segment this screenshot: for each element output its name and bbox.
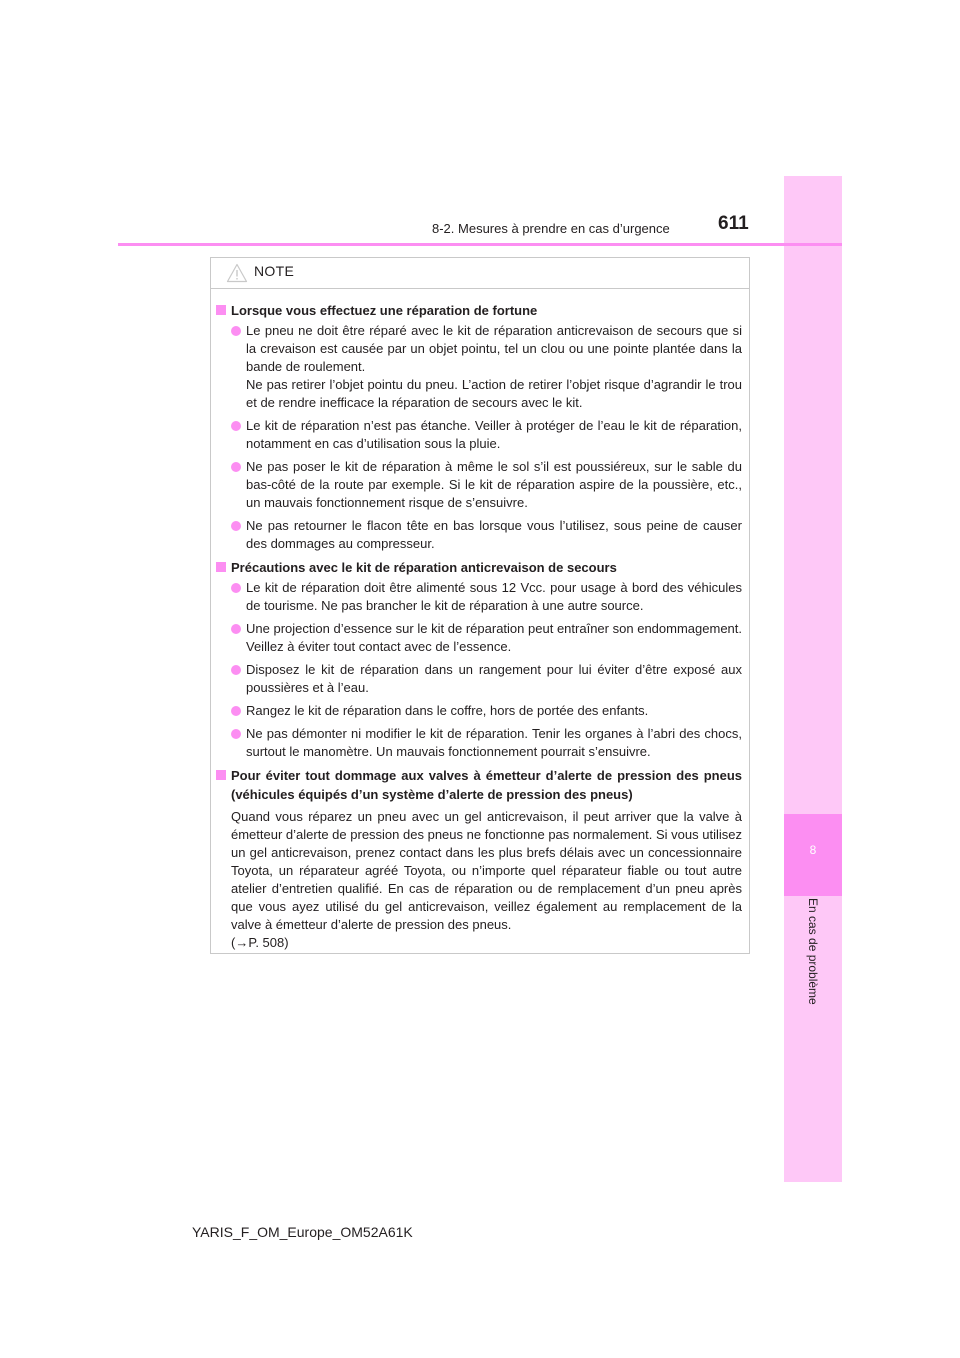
list-item-text: Le pneu ne doit être réparé avec le kit de réparation anticrevaison de secours que si la crevaison est causée par un objet pointu, tel un clou ou une pointe plantée dans la bande de roulement. xyxy=(246,323,742,374)
section-heading-text: Lorsque vous effectuez une réparation de fortune xyxy=(231,303,538,318)
list-item-text: Le kit de réparation n’est pas étanche. Veiller à protéger de l’eau le kit de réparation, notamment en cas d’utilisation sous la pluie. xyxy=(246,418,742,451)
circle-bullet-icon xyxy=(231,729,241,739)
list-item xyxy=(216,579,742,615)
section-heading xyxy=(216,301,742,320)
circle-bullet-icon xyxy=(231,583,241,593)
circle-bullet-icon xyxy=(231,326,241,336)
square-bullet-icon xyxy=(216,770,226,780)
section-heading xyxy=(216,558,742,577)
list-item-text: Ne pas retourner le flacon tête en bas lorsque vous l’utilisez, sous peine de causer des dommages au compresseur. xyxy=(246,518,742,551)
list-item xyxy=(216,725,742,761)
chapter-number: 8 xyxy=(809,843,817,857)
list-item-text: Disposez le kit de réparation dans un rangement pour lui éviter d’être exposé aux poussières et à l’eau. xyxy=(246,662,742,695)
square-bullet-icon xyxy=(216,305,226,315)
chapter-tab-marker xyxy=(784,814,842,896)
list-item xyxy=(216,620,742,656)
chapter-label: En cas de problème xyxy=(806,898,820,1005)
note-header xyxy=(211,258,749,289)
circle-bullet-icon xyxy=(231,421,241,431)
list-item-text: Ne pas démonter ni modifier le kit de réparation. Tenir les organes à l’abri des chocs, surtout le manomètre. Un mauvais fonctionnement pourrait s’ensuivre. xyxy=(246,726,742,759)
page-number: 611 xyxy=(718,213,749,234)
circle-bullet-icon xyxy=(231,462,241,472)
page-reference: (→P. 508) xyxy=(231,935,289,950)
document-footer: YARIS_F_OM_Europe_OM52A61K xyxy=(192,1224,413,1240)
list-item xyxy=(216,661,742,697)
section-title: 8-2. Mesures à prendre en cas d’urgence xyxy=(432,221,670,236)
section-heading-text: Précautions avec le kit de réparation anticrevaison de secours xyxy=(231,560,617,575)
warning-triangle-icon xyxy=(226,263,248,288)
circle-bullet-icon xyxy=(231,706,241,716)
list-item-text: Rangez le kit de réparation dans le coffre, hors de portée des enfants. xyxy=(246,703,649,718)
square-bullet-icon xyxy=(216,562,226,572)
list-item xyxy=(216,458,742,512)
note-body xyxy=(211,289,749,952)
list-item xyxy=(216,417,742,453)
circle-bullet-icon xyxy=(231,665,241,675)
list-item-text: Une projection d’essence sur le kit de réparation peut entraîner son endommagement. Veillez à éviter tout contact avec de l’essence. xyxy=(246,621,742,654)
paragraph xyxy=(216,808,742,952)
list-item-text: Le kit de réparation doit être alimenté sous 12 Vcc. pour usage à bord des véhicules de tourisme. Ne pas brancher le kit de réparation à une autre source. xyxy=(246,580,742,613)
section-heading-text: Pour éviter tout dommage aux valves à émetteur d’alerte de pression des pneus (véhicules équipés d’un système d’alerte de pression des pneus) xyxy=(231,768,742,802)
chapter-side-tab xyxy=(784,176,842,1182)
note-box xyxy=(210,257,750,954)
list-item-text: Ne pas poser le kit de réparation à même le sol s’il est poussiéreux, sur le sable du bas-côté de la route par exemple. Si le kit de réparation aspire de la poussière, etc., un mauvais fonctionnement risque de s’ensuivre. xyxy=(246,459,742,510)
circle-bullet-icon xyxy=(231,521,241,531)
list-item xyxy=(216,322,742,412)
list-item-text: Ne pas retirer l’objet pointu du pneu. L’action de retirer l’objet risque d’agrandir le trou et de rendre inefficace la réparation de secours avec le kit. xyxy=(246,377,742,410)
circle-bullet-icon xyxy=(231,624,241,634)
list-item xyxy=(216,517,742,553)
paragraph-text: Quand vous réparez un pneu avec un gel anticrevaison, il peut arriver que la valve à émetteur d’alerte de pression des pneus ne fonctionne pas normalement. Si vous utilisez un gel anticrevaison, prenez contact dans les plus brefs délais avec un concessionnaire Toyota, un réparateur agréé Toyota, ou n’importe quel réparateur fiable ou tout autre atelier d’entretien qualifié. En cas de réparation ou de remplacement d’un pneu après que vous ayez utilisé du gel anticrevaison, veillez également au remplacement de la valve à émetteur d’alerte de pression des pneus. xyxy=(231,809,742,932)
header-rule xyxy=(118,243,842,246)
list-item xyxy=(216,702,742,720)
note-title: NOTE xyxy=(254,263,295,279)
section-heading xyxy=(216,766,742,804)
